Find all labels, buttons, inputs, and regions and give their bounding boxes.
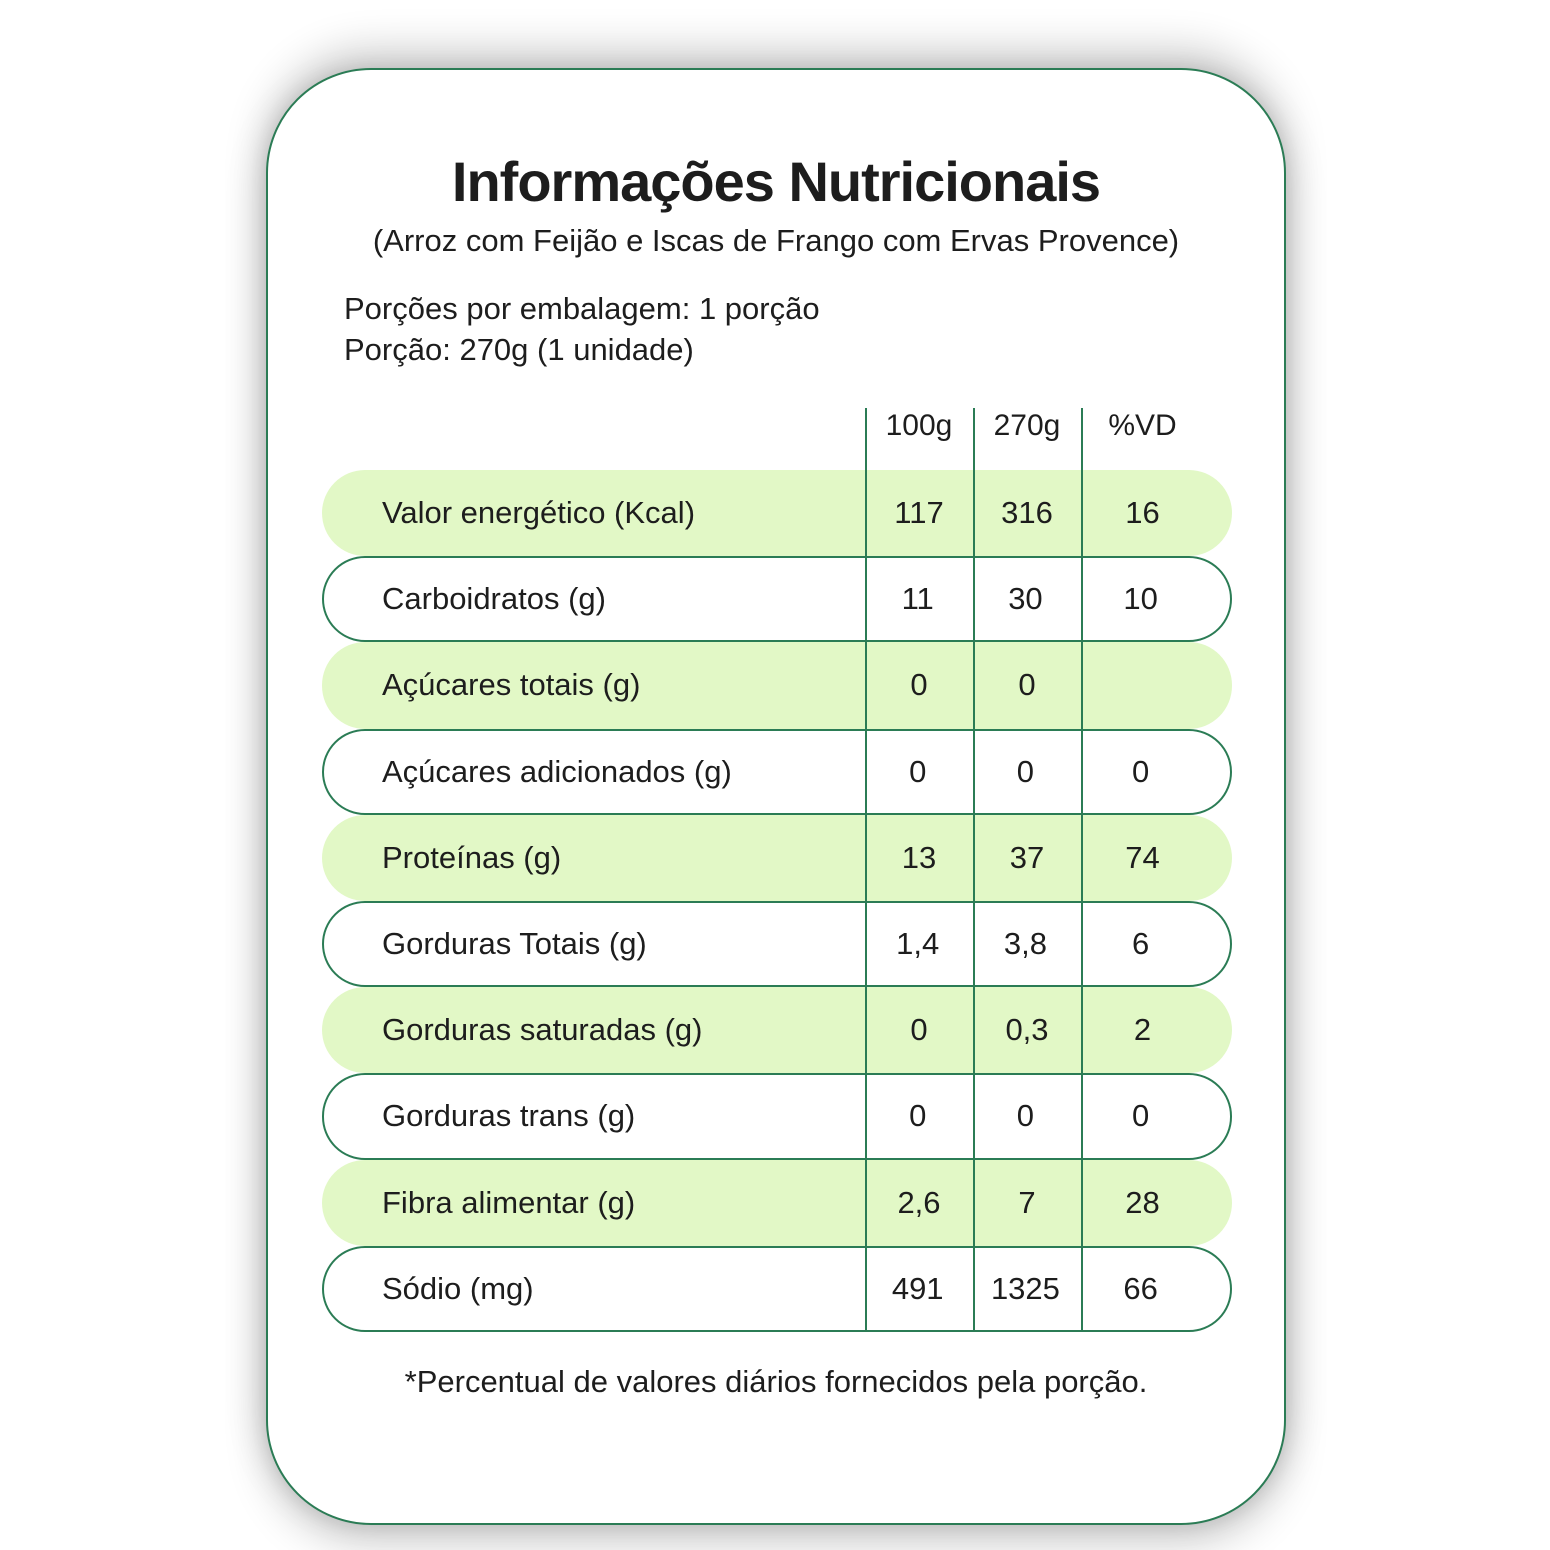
value-270g: 30 — [1008, 581, 1043, 617]
value-pct-vd: 74 — [1125, 839, 1160, 875]
value-pct-vd: 16 — [1125, 495, 1160, 531]
column-divider-line — [973, 408, 975, 1332]
table-row — [322, 1246, 1232, 1332]
page-title: Informações Nutricionais — [451, 150, 1101, 213]
value-pct-vd: 66 — [1123, 1270, 1158, 1306]
row-label: Carboidratos (g) — [382, 581, 606, 617]
row-label: Gorduras trans (g) — [382, 1098, 636, 1134]
table-row — [322, 815, 1232, 901]
column-header-pct-vd: %VD — [1108, 409, 1177, 442]
value-270g: 0 — [1016, 1098, 1035, 1134]
row-label: Gorduras Totais (g) — [382, 926, 647, 962]
column-divider-line — [1081, 408, 1083, 1332]
value-270g: 316 — [1001, 495, 1053, 531]
column-headers — [322, 404, 1232, 448]
table-row — [322, 1073, 1232, 1159]
row-label: Proteínas (g) — [382, 839, 562, 875]
table-row — [322, 556, 1232, 642]
nutrition-label-card — [266, 68, 1286, 1525]
value-100g: 117 — [894, 495, 944, 531]
value-270g: 1325 — [990, 1270, 1060, 1306]
servings-per-package-line: Porções por embalagem: 1 porção — [344, 291, 820, 326]
value-pct-vd: 6 — [1132, 926, 1150, 962]
value-pct-vd: 28 — [1125, 1184, 1160, 1220]
nutrition-table — [322, 470, 1232, 1332]
table-row — [322, 470, 1232, 556]
table-row — [322, 729, 1232, 815]
value-100g: 11 — [901, 581, 934, 617]
value-pct-vd: 10 — [1123, 581, 1158, 617]
value-270g: 0 — [1018, 667, 1036, 703]
column-header-100g: 100g — [885, 409, 953, 442]
row-label: Açúcares totais (g) — [382, 667, 641, 703]
value-100g: 0 — [909, 753, 927, 789]
value-270g: 0,3 — [1005, 1012, 1049, 1048]
daily-values-footnote: *Percentual de valores diários fornecidos pela porção. — [404, 1364, 1148, 1399]
value-100g: 1,4 — [896, 926, 940, 962]
value-pct-vd: 0 — [1132, 1098, 1150, 1134]
portion-size-line: Porção: 270g (1 unidade) — [344, 332, 694, 367]
table-row — [322, 642, 1232, 728]
value-pct-vd: 0 — [1132, 753, 1150, 789]
value-100g: 491 — [891, 1270, 944, 1306]
table-row — [322, 901, 1232, 987]
column-header-spacer — [322, 404, 865, 448]
value-100g: 2,6 — [897, 1184, 941, 1220]
value-100g: 13 — [901, 839, 937, 875]
value-270g: 37 — [1009, 839, 1045, 875]
column-divider-line — [865, 408, 867, 1332]
row-label: Gorduras saturadas (g) — [382, 1012, 703, 1048]
serving-info — [344, 288, 820, 370]
value-100g: 0 — [910, 667, 928, 703]
row-label: Açúcares adicionados (g) — [382, 753, 732, 789]
table-row — [322, 1160, 1232, 1246]
row-label: Fibra alimentar (g) — [382, 1184, 636, 1220]
product-name-subtitle: (Arroz com Feijão e Iscas de Frango com Ervas Provence) — [372, 223, 1180, 258]
value-270g: 0 — [1016, 753, 1035, 789]
value-270g: 7 — [1018, 1184, 1036, 1220]
value-100g: 0 — [909, 1098, 927, 1134]
value-pct-vd: 2 — [1133, 1012, 1152, 1048]
value-100g: 0 — [910, 1012, 928, 1048]
value-270g: 3,8 — [1003, 926, 1047, 962]
row-label: Valor energético (Kcal) — [382, 495, 696, 531]
row-label: Sódio (mg) — [382, 1270, 534, 1306]
table-row — [322, 987, 1232, 1073]
column-header-270g: 270g — [993, 409, 1061, 442]
